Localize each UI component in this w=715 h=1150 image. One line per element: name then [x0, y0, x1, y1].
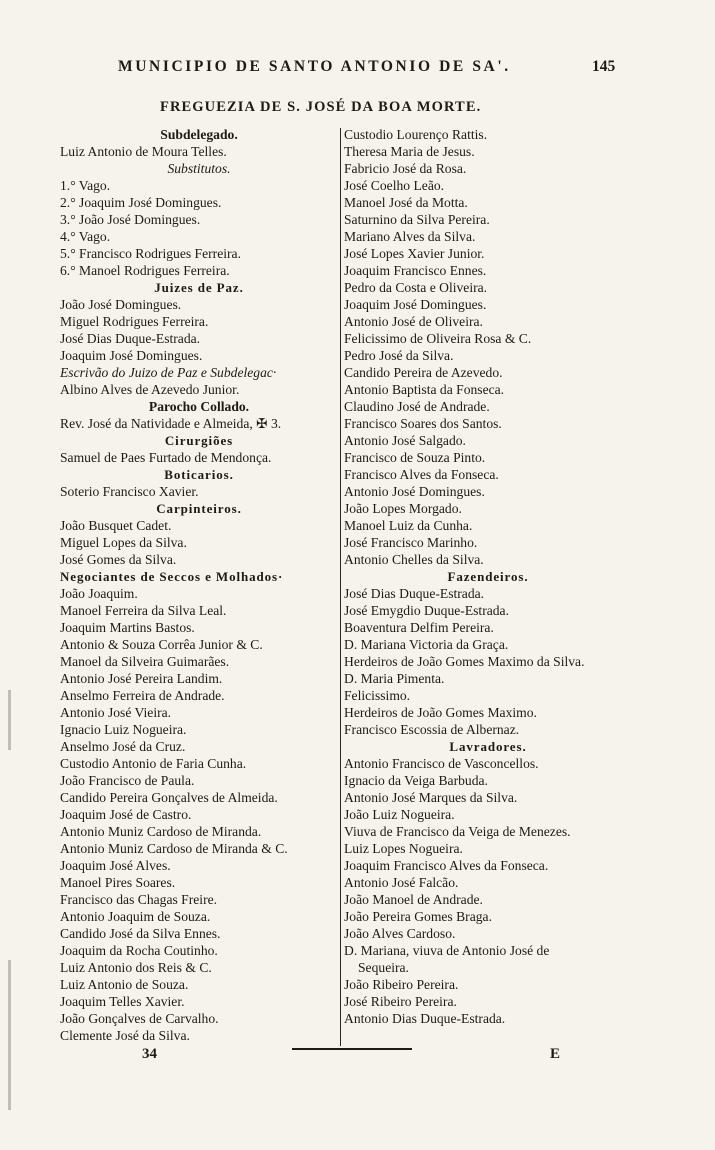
- entry-line: João Alves Cardoso.: [344, 926, 456, 941]
- entry-line: João Ribeiro Pereira.: [344, 977, 459, 992]
- entry-line: João Busquet Cadet.: [60, 518, 172, 533]
- entry-line: D. Mariana Victoria da Graça.: [344, 637, 509, 652]
- entry-line: Joaquim José Domingues.: [344, 297, 487, 312]
- entry-line: Antonio & Souza Corrêa Junior & C.: [60, 637, 263, 652]
- page-footer: [0, 1046, 715, 1076]
- entry-line: Joaquim da Rocha Coutinho.: [60, 943, 218, 958]
- entry-line: Joaquim Martins Bastos.: [60, 620, 195, 635]
- entry-line: Substitutos.: [167, 161, 231, 176]
- entry-line: Saturnino da Silva Pereira.: [344, 212, 490, 227]
- section-heading: Parocho Collado.: [148, 399, 250, 414]
- entry-line: João Francisco de Paula.: [60, 773, 195, 788]
- entry-line: Antonio José de Oliveira.: [344, 314, 483, 329]
- entry-line: D. Mariana, viuva de Antonio José de: [344, 943, 550, 958]
- signature-mark-right: E: [550, 1046, 561, 1062]
- entry-line: 5.° Francisco Rodrigues Ferreira.: [60, 246, 241, 261]
- entry-line: Francisco das Chagas Freire.: [60, 892, 218, 907]
- entry-line: Sequeira.: [358, 960, 409, 975]
- entry-line: Rev. José da Natividade e Almeida, ✠ 3.: [60, 416, 282, 431]
- entry-line: Miguel Lopes da Silva.: [60, 535, 187, 550]
- entry-line: Anselmo José da Cruz.: [60, 739, 186, 754]
- entry-line: Antonio Francisco de Vasconcellos.: [344, 756, 539, 771]
- entry-line: D. Maria Pimenta.: [344, 671, 445, 686]
- entry-line: Joaquim Francisco Alves da Fonseca.: [344, 858, 549, 873]
- entry-line: Antonio Dias Duque-Estrada.: [344, 1011, 506, 1026]
- entry-line: 3.° João José Domingues.: [60, 212, 201, 227]
- entry-line: Viuva de Francisco da Veiga de Menezes.: [344, 824, 571, 839]
- page-number: 145: [592, 58, 616, 75]
- entry-line: João Joaquim.: [60, 586, 138, 601]
- entry-line: Antonio Muniz Cardoso de Miranda.: [60, 824, 262, 839]
- entry-line: Theresa Maria de Jesus.: [344, 144, 475, 159]
- entry-line: Antonio Baptista da Fonseca.: [344, 382, 505, 397]
- section-heading: Cirurgiões: [164, 433, 234, 448]
- entry-line: Francisco Escossia de Albernaz.: [344, 722, 520, 737]
- entry-line: João José Domingues.: [60, 297, 182, 312]
- page-header: [0, 58, 715, 88]
- entry-line: Custodio Antonio de Faria Cunha.: [60, 756, 247, 771]
- entry-line: Luiz Lopes Nogueira.: [344, 841, 463, 856]
- entry-line: Francisco Alves da Fonseca.: [344, 467, 499, 482]
- section-heading: Lavradores.: [449, 739, 527, 754]
- entry-line: Antonio José Domingues.: [344, 484, 485, 499]
- entry-line: 1.° Vago.: [60, 178, 111, 193]
- entry-line: Anselmo Ferreira de Andrade.: [60, 688, 225, 703]
- entry-line: Antonio Joaquim de Souza.: [60, 909, 211, 924]
- entry-line: Antonio José Marques da Silva.: [344, 790, 518, 805]
- entry-line: Francisco Soares dos Santos.: [344, 416, 502, 431]
- entry-line: João Gonçalves de Carvalho.: [60, 1011, 219, 1026]
- section-title: FREGUEZIA DE S. JOSÉ DA BOA MORTE.: [160, 99, 482, 115]
- running-title: MUNICIPIO DE SANTO ANTONIO DE SA'.: [118, 58, 511, 75]
- entry-line: Ignacio da Veiga Barbuda.: [344, 773, 488, 788]
- entry-line: 2.° Joaquim José Domingues.: [60, 195, 222, 210]
- footer-rule: [292, 1048, 412, 1050]
- entry-line: Manoel Ferreira da Silva Leal.: [60, 603, 227, 618]
- entry-line: Antonio José Falcão.: [344, 875, 459, 890]
- entry-line: Joaquim José Domingues.: [60, 348, 203, 363]
- entry-line: Candido Pereira de Azevedo.: [344, 365, 503, 380]
- entry-line: João Luiz Nogueira.: [344, 807, 455, 822]
- entry-line: Antonio José Pereira Landim.: [60, 671, 223, 686]
- entry-line: Herdeiros de João Gomes Maximo da Silva.: [344, 654, 585, 669]
- entry-line: José Dias Duque-Estrada.: [344, 586, 485, 601]
- entry-line: Francisco de Souza Pinto.: [344, 450, 486, 465]
- entry-line: Soterio Francisco Xavier.: [60, 484, 199, 499]
- scan-artifact: [8, 960, 11, 1110]
- entry-line: Ignacio Luiz Nogueira.: [60, 722, 187, 737]
- entry-line: João Lopes Morgado.: [344, 501, 462, 516]
- entry-line: José Ribeiro Pereira.: [344, 994, 457, 1009]
- entry-line: Luiz Antonio de Souza.: [60, 977, 189, 992]
- entry-line: João Manoel de Andrade.: [344, 892, 483, 907]
- entry-line: Felicissimo.: [344, 688, 411, 703]
- entry-line: Albino Alves de Azevedo Junior.: [60, 382, 240, 397]
- entry-line: José Francisco Marinho.: [344, 535, 478, 550]
- entry-line: Miguel Rodrigues Ferreira.: [60, 314, 209, 329]
- signature-mark-left: 34: [142, 1046, 157, 1062]
- entry-line: Fabricio José da Rosa.: [344, 161, 467, 176]
- entry-line: José Gomes da Silva.: [60, 552, 177, 567]
- entry-line: Manoel da Silveira Guimarães.: [60, 654, 230, 669]
- entry-line: Antonio Chelles da Silva.: [344, 552, 484, 567]
- section-heading: Carpinteiros.: [156, 501, 242, 516]
- entry-line: Joaquim Telles Xavier.: [60, 994, 185, 1009]
- entry-line: Antonio Muniz Cardoso de Miranda & C.: [60, 841, 288, 856]
- column-divider: [340, 128, 341, 1046]
- entry-line: Candido José da Silva Ennes.: [60, 926, 221, 941]
- entry-line: Joaquim Francisco Ennes.: [344, 263, 487, 278]
- scan-artifact: [8, 690, 11, 750]
- entry-line: João Pereira Gomes Braga.: [344, 909, 492, 924]
- entry-line: Antonio José Vieira.: [60, 705, 172, 720]
- entry-line: Joaquim José Alves.: [60, 858, 171, 873]
- section-heading: Boticarios.: [164, 467, 234, 482]
- right-column: [344, 126, 632, 1027]
- entry-line: José Emygdio Duque-Estrada.: [344, 603, 509, 618]
- section-heading: Juizes de Paz.: [154, 280, 244, 295]
- entry-line: José Coelho Leão.: [344, 178, 445, 193]
- entry-line: Samuel de Paes Furtado de Mendonça.: [60, 450, 272, 465]
- entry-line: Pedro da Costa e Oliveira.: [344, 280, 488, 295]
- entry-line: Felicissimo de Oliveira Rosa & C.: [344, 331, 532, 346]
- entry-line: Claudino José de Andrade.: [344, 399, 490, 414]
- entry-line: Boaventura Delfim Pereira.: [344, 620, 494, 635]
- entry-line: Clemente José da Silva.: [60, 1028, 190, 1043]
- entry-line: José Lopes Xavier Junior.: [344, 246, 485, 261]
- entry-line: Mariano Alves da Silva.: [344, 229, 476, 244]
- section-heading: Fazendeiros.: [447, 569, 529, 584]
- entry-line: José Dias Duque-Estrada.: [60, 331, 201, 346]
- entry-line: 4.° Vago.: [60, 229, 111, 244]
- entry-line: Candido Pereira Gonçalves de Almeida.: [60, 790, 278, 805]
- entry-line: Joaquim José de Castro.: [60, 807, 192, 822]
- entry-line: Escrivão do Juizo de Paz e Subdelegac·: [60, 365, 277, 380]
- entry-line: Negociantes de Seccos e Molhados·: [60, 569, 284, 584]
- section-heading: Subdelegado.: [160, 127, 238, 142]
- entry-line: Antonio José Salgado.: [344, 433, 466, 448]
- entry-line: Herdeiros de João Gomes Maximo.: [344, 705, 537, 720]
- entry-line: Manoel José da Motta.: [344, 195, 468, 210]
- entry-line: Luiz Antonio dos Reis & C.: [60, 960, 212, 975]
- entry-line: Manoel Luiz da Cunha.: [344, 518, 473, 533]
- entry-line: Pedro José da Silva.: [344, 348, 454, 363]
- entry-line: 6.° Manoel Rodrigues Ferreira.: [60, 263, 230, 278]
- left-column: [60, 126, 338, 1044]
- entry-line: Custodio Lourenço Rattis.: [344, 127, 488, 142]
- entry-line: Manoel Pires Soares.: [60, 875, 176, 890]
- entry-line: Luiz Antonio de Moura Telles.: [60, 144, 227, 159]
